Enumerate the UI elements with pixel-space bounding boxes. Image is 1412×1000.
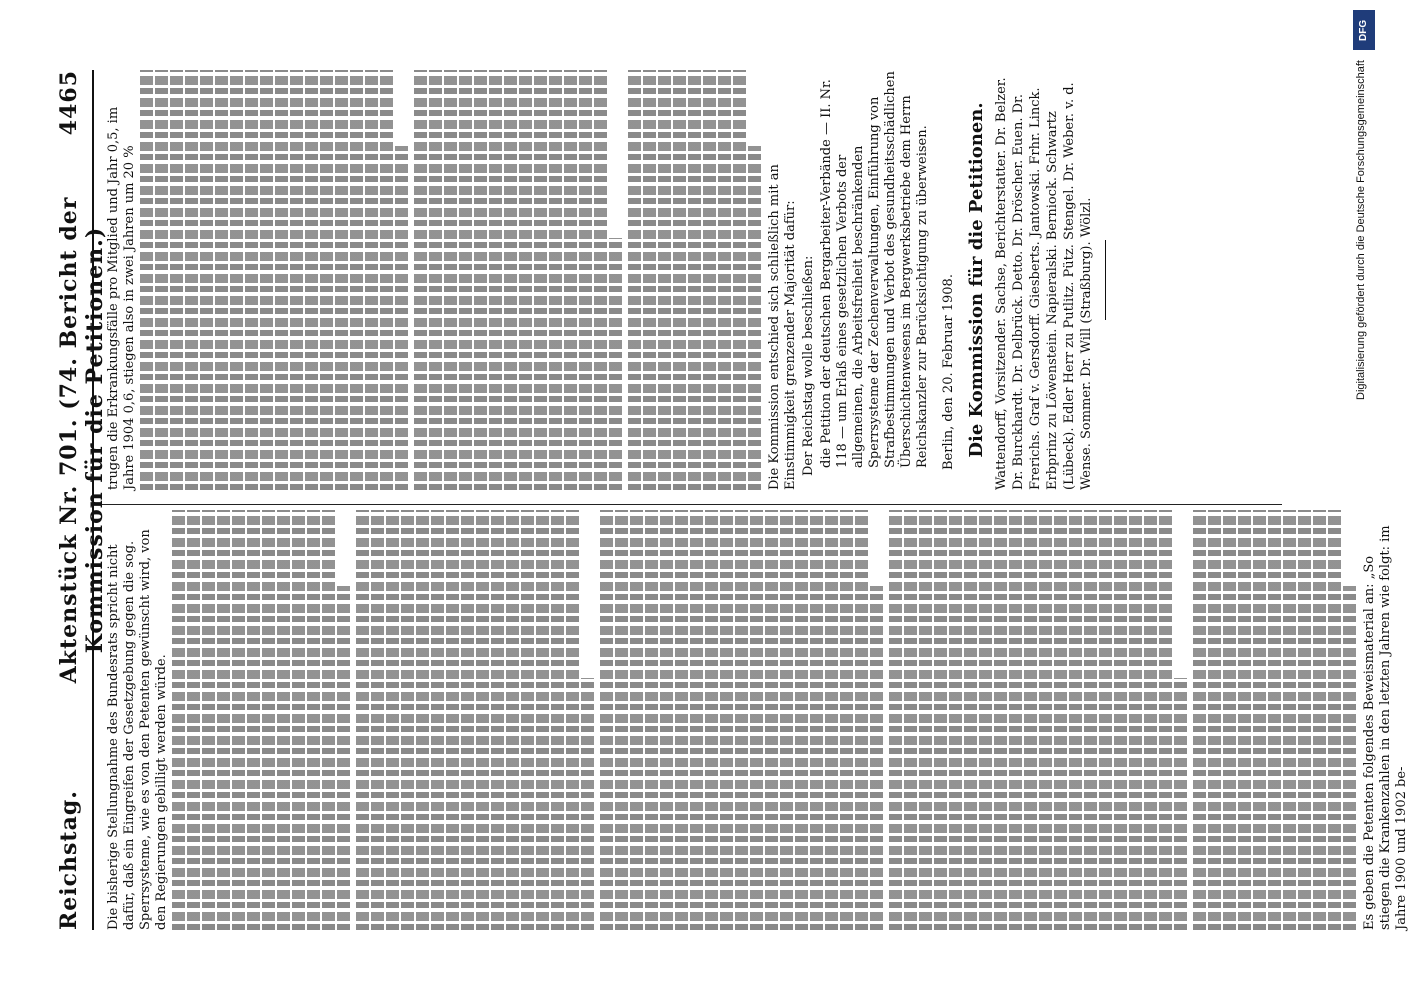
text-block: [600, 510, 883, 930]
resolution-intro: Die Kommission entschied sich schließlich mit an Einstimmigkeit grenzender Majorität dafür:: [767, 164, 798, 490]
dfg-credit: [1351, 10, 1377, 990]
resolution-text: die Petition der deutschen Bergarbeiter-Verbände — II. Nr. 118 — um Erlaß eines gesetzlichen Verbots der allgemeinen, die Arbeitsfreiheit beschränkenden Sperrsysteme der Zechenverwaltungen, Einführung von Strafbestimmungen und Verbot des gesundheitsschädlichen Überschichtenwesens im Bergwerksbetriebe dem Herrn Reichskanzler zur Berücksichtigung zu überweisen.: [819, 71, 930, 468]
page-header: [56, 70, 108, 930]
text-block: [356, 510, 594, 930]
signature-date: Berlin, den 20. Februar 1908.: [941, 274, 956, 470]
dfg-logo: DFG: [1353, 10, 1375, 50]
closing-rule: [1105, 240, 1106, 320]
header-rule: [92, 70, 94, 930]
text-block: [140, 70, 408, 490]
signatory-list: Wattendorff, Vorsitzender. Sachse, Berichterstatter. Dr. Belzer. Dr. Burckhardt. Dr. Delbrück. Detto. Dr. Dröscher. Euen. Dr. Frerichs. Graf v. Gersdorff. Giesberts. Jantowski. Frhr. Linck. Erbprinz zu Löwenstein. Napieralski. Berniock. Schwartz (Lübeck). Edler Herr zu Putlitz. Pütz. Stengel. Dr. Weber. v. d. Wense. Sommer. Dr. Will (Straßburg). Wölzl.: [994, 77, 1094, 490]
text-block: [172, 510, 350, 930]
text-block: [628, 70, 761, 490]
resolution-lead: Der Reichstag wolle beschließen:: [801, 255, 816, 476]
commission-title: Die Kommission für die Petitionen.: [966, 102, 987, 458]
right-column-opening: trugen die Erkrankungsfälle pro Mitglied und Jahr 0,5, im Jahre 1904 0,6, stiegen also in zwei Jahren um 20 %: [106, 106, 137, 490]
left-column-closing: Es geben die Petenten folgendes Beweismaterial an: „So stiegen die Krankenzahlen in den letzten Jahren wie folgt: im Jahre 1900 und 1902 be-: [1362, 525, 1409, 930]
left-column: [104, 510, 1412, 930]
text-block: [889, 510, 1187, 930]
page-number: 4465: [56, 70, 82, 136]
header-left: Reichstag.: [56, 790, 82, 930]
column-divider: [102, 504, 1282, 505]
header-title: Aktenstück Nr. 701. (74. Bericht der Kommission für die Petitionen.): [56, 196, 108, 684]
text-block: [1193, 510, 1356, 930]
right-column: [104, 70, 1116, 490]
text-block: [414, 70, 622, 490]
left-column-opening: Die bisherige Stellungnahme des Bundesrats spricht nicht dafür, daß ein Eingreifen der Gesetzgebung gegen die sog. Sperrsysteme, wie es von den Petenten gewünscht wird, von den Regierungen gebilligt werden würde.: [106, 529, 169, 930]
dfg-note: Digitalisierung gefördert durch die Deutsche Forschungsgemeinschaft: [1355, 60, 1367, 400]
